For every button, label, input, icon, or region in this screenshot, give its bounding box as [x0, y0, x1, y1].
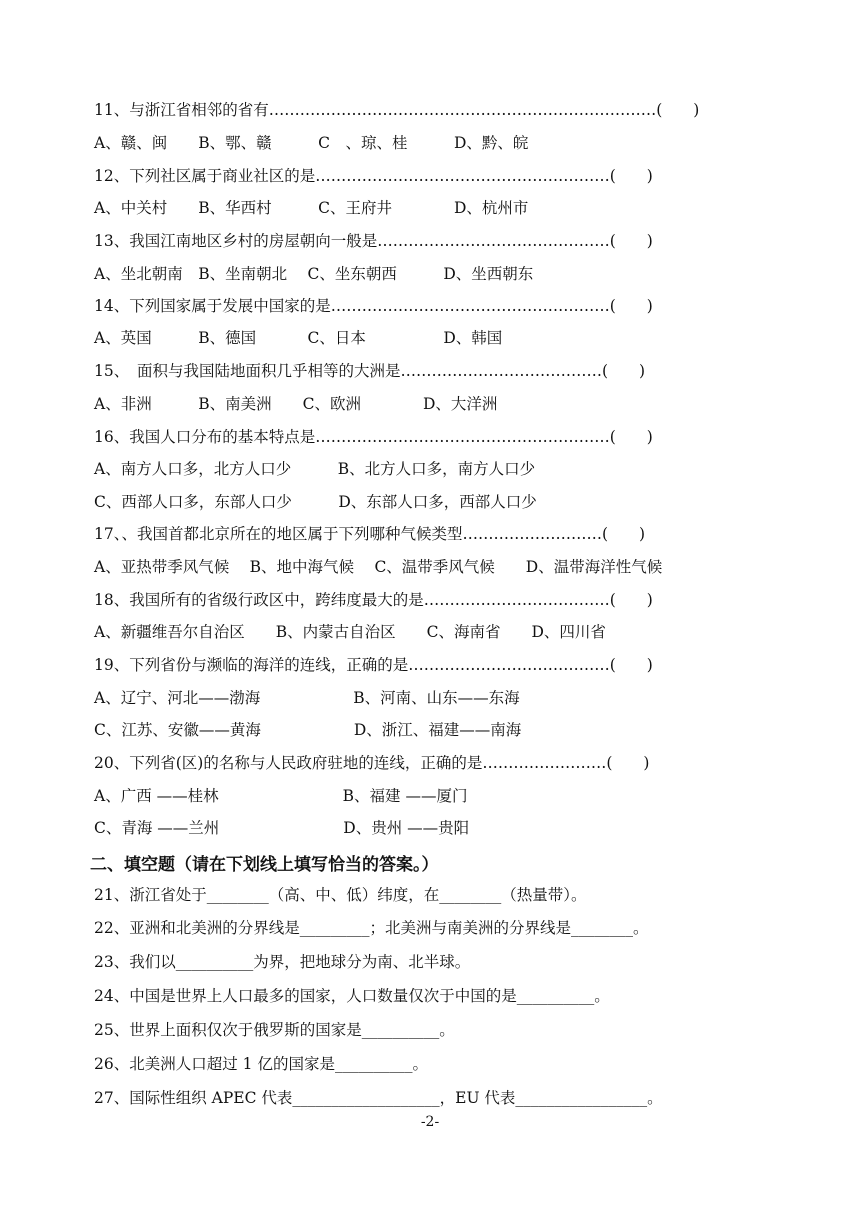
question-16-options-row1: A、南方人口多，北方人口少 B、北方人口多，南方人口少 [94, 460, 536, 478]
question-16-options-row2: C、西部人口多，东部人口少 D、东部人口多，西部人口少 [94, 493, 537, 511]
question-17: 17、、我国首都北京所在的地区属于下列哪种气候类型………………………( ) [94, 525, 646, 543]
question-17-options: A、亚热带季风气候 B、地中海气候 C、温带季风气候 D、温带海洋性气候 [94, 558, 663, 576]
question-13-options: A、坐北朝南 B、坐南朝北 C、坐东朝西 D、坐西朝东 [94, 265, 534, 283]
question-22: 22、亚洲和北美洲的分界线是_________；北美洲与南美洲的分界线是________。 [94, 919, 649, 937]
question-21: 21、浙江省处于________（高、中、低）纬度，在________（热量带）。 [94, 886, 587, 904]
question-19-options-row1: A、辽宁、河北——渤海 B、河南、山东——东海 [94, 689, 520, 707]
section-title-fill-in: 二、填空题（请在下划线上填写恰当的答案。） [90, 855, 439, 875]
question-23: 23、我们以__________为界，把地球分为南、北半球。 [94, 953, 471, 971]
question-15: 15、 面积与我国陆地面积几乎相等的大洲是…………………………………( ) [94, 362, 646, 380]
question-20: 20、下列省(区)的名称与人民政府驻地的连线，正确的是……………………( ) [94, 754, 650, 772]
question-20-options-row2: C、青海 ——兰州 D、贵州 ——贵阳 [94, 819, 470, 837]
question-15-options: A、非洲 B、南美洲 C、欧洲 D、大洋洲 [94, 395, 498, 413]
question-16: 16、我国人口分布的基本特点是…………………………………………………( ) [94, 428, 653, 446]
question-13: 13、我国江南地区乡村的房屋朝向一般是………………………………………( ) [94, 232, 653, 250]
question-20-options-row1: A、广西 ——桂林 B、福建 ——厦门 [94, 787, 468, 805]
question-19: 19、下列省份与濒临的海洋的连线，正确的是…………………………………( ) [94, 656, 653, 674]
question-27: 27、国际性组织 APEC 代表___________________，EU 代表_________________。 [94, 1089, 663, 1107]
question-18: 18、我国所有的省级行政区中，跨纬度最大的是………………………………( ) [94, 591, 653, 609]
question-11-options: A、赣、闽 B、鄂、赣 C 、琼、桂 D、黔、皖 [94, 134, 529, 152]
question-14: 14、下列国家属于发展中国家的是………………………………………………( ) [94, 297, 653, 315]
question-18-options: A、新疆维吾尔自治区 B、内蒙古自治区 C、海南省 D、四川省 [94, 623, 606, 641]
question-11: 11、与浙江省相邻的省有…………………………………………………………………( ) [94, 101, 700, 119]
question-24: 24、中国是世界上人口最多的国家，人口数量仅次于中国的是__________。 [94, 987, 610, 1005]
page-number: -2- [420, 1114, 440, 1130]
question-12-options: A、中关村 B、华西村 C、王府井 D、杭州市 [94, 199, 529, 217]
question-26: 26、北美洲人口超过 1 亿的国家是__________。 [94, 1055, 428, 1073]
question-25: 25、世界上面积仅次于俄罗斯的国家是__________。 [94, 1021, 455, 1039]
question-19-options-row2: C、江苏、安徽——黄海 D、浙江、福建——南海 [94, 721, 522, 739]
question-14-options: A、英国 B、德国 C、日本 D、韩国 [94, 329, 503, 347]
question-12: 12、下列社区属于商业社区的是…………………………………………………( ) [94, 167, 653, 185]
